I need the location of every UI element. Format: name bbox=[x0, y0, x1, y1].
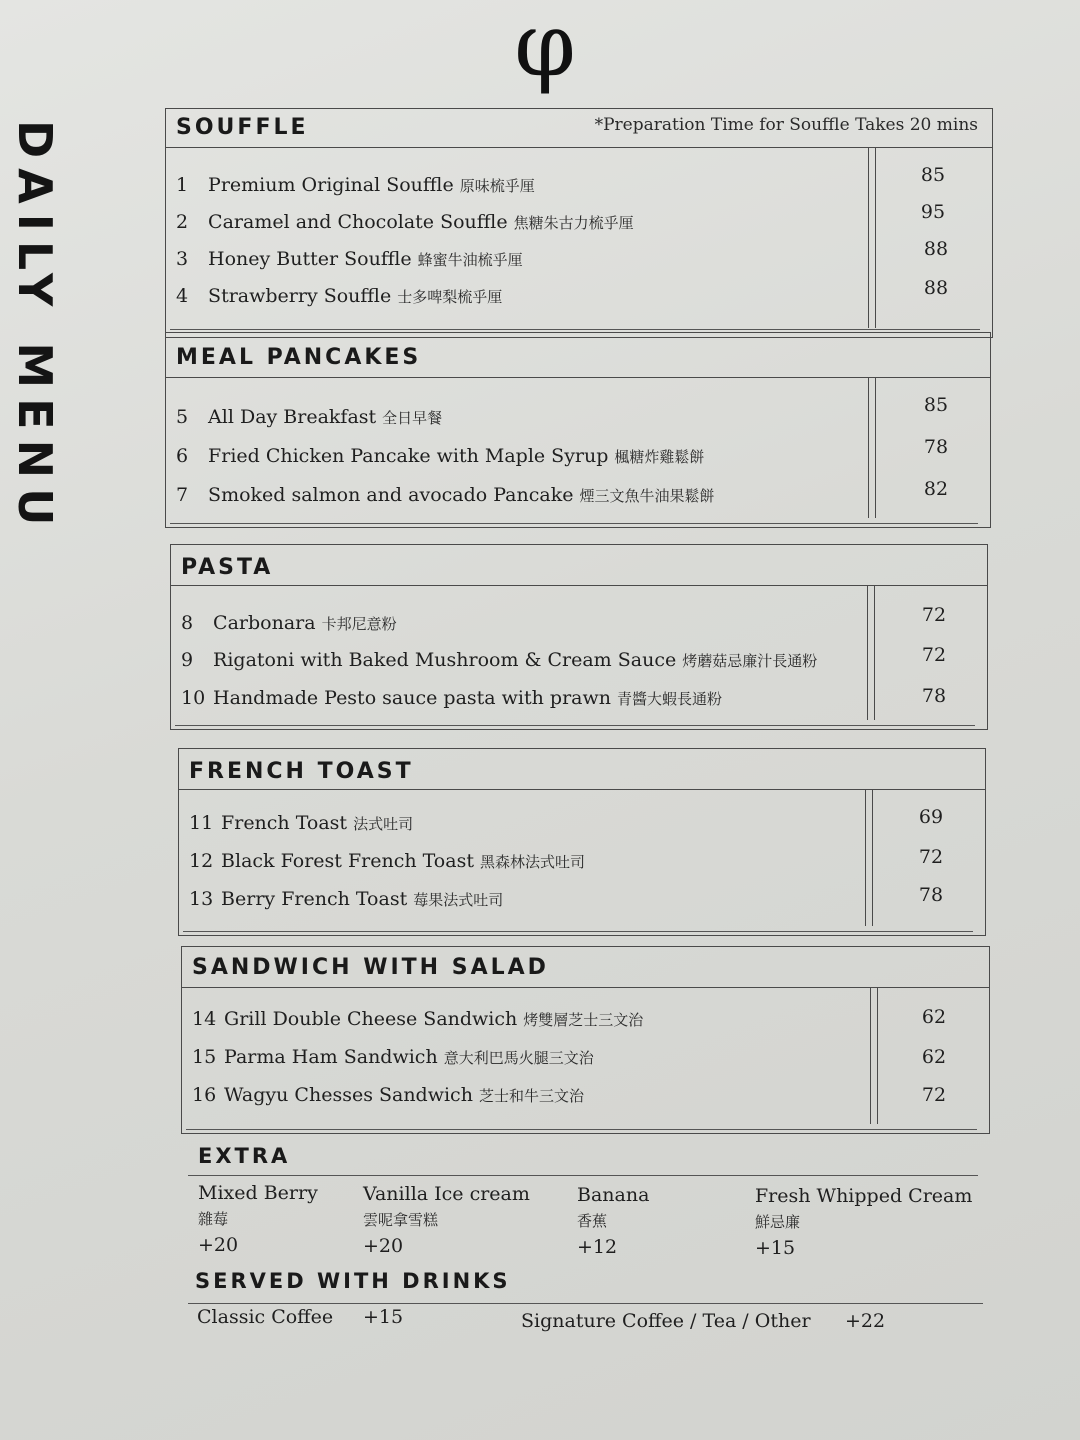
bottom-rule bbox=[170, 329, 980, 330]
item-number: 3 bbox=[176, 248, 189, 270]
drinks-title: SERVED WITH DRINKS bbox=[195, 1269, 511, 1293]
classic-coffee: Classic Coffee bbox=[197, 1306, 334, 1328]
item-number: 1 bbox=[176, 174, 189, 196]
menu-item bbox=[176, 439, 704, 473]
item-name: All Day Breakfast bbox=[208, 406, 377, 428]
menu-item bbox=[192, 1078, 584, 1112]
item-name: Carbonara bbox=[213, 612, 316, 634]
section-body bbox=[171, 586, 987, 728]
price-column-divider bbox=[867, 586, 875, 720]
item-number: 2 bbox=[176, 211, 189, 233]
item-chinese-name: 楓糖炸雞鬆餅 bbox=[614, 448, 705, 466]
section-header bbox=[171, 545, 987, 586]
item-name: French Toast bbox=[221, 812, 348, 834]
item-number: 5 bbox=[176, 406, 189, 428]
bottom-rule bbox=[170, 523, 978, 524]
extra-chinese-name: 雲呢拿雪糕 bbox=[363, 1211, 439, 1229]
menu-item bbox=[176, 478, 714, 512]
signature-drinks-price: +22 bbox=[845, 1310, 886, 1332]
menu-item bbox=[181, 681, 722, 715]
extra-item bbox=[198, 1180, 318, 1258]
item-chinese-name: 意大利巴馬火腿三文治 bbox=[443, 1049, 594, 1067]
extra-price: +12 bbox=[577, 1236, 618, 1258]
extra-title: EXTRA bbox=[198, 1144, 291, 1168]
section-body bbox=[166, 148, 992, 336]
item-name: Parma Ham Sandwich bbox=[224, 1046, 438, 1068]
item-price: 62 bbox=[921, 1046, 947, 1068]
extra-name: Vanilla Ice cream bbox=[363, 1183, 530, 1205]
item-chinese-name: 青醬大蝦長通粉 bbox=[616, 690, 722, 708]
section-header bbox=[166, 333, 990, 378]
menu-item bbox=[192, 1002, 643, 1036]
menu-item bbox=[189, 806, 413, 840]
section-body bbox=[179, 790, 985, 934]
item-number: 12 bbox=[189, 850, 214, 872]
price-column-divider bbox=[870, 988, 878, 1124]
item-name: Wagyu Chesses Sandwich bbox=[224, 1084, 473, 1106]
item-number: 13 bbox=[189, 888, 214, 910]
menu-item bbox=[176, 400, 442, 434]
menu-item bbox=[176, 168, 535, 202]
item-price: 78 bbox=[921, 685, 947, 707]
price-column-divider bbox=[868, 148, 876, 328]
section-title: PASTA bbox=[181, 555, 274, 580]
section-title: MEAL PANCAKES bbox=[176, 345, 422, 370]
item-chinese-name: 全日早餐 bbox=[382, 409, 443, 427]
item-name: Premium Original Souffle bbox=[208, 174, 454, 196]
item-chinese-name: 法式吐司 bbox=[353, 815, 414, 833]
item-chinese-name: 烤蘑菇忌廉汁長通粉 bbox=[682, 652, 818, 670]
item-name: Grill Double Cheese Sandwich bbox=[224, 1008, 518, 1030]
section-header bbox=[182, 947, 989, 988]
item-name: Honey Butter Souffle bbox=[208, 248, 412, 270]
daily-menu-title: DAILY MENU bbox=[8, 120, 62, 536]
menu-item bbox=[176, 242, 523, 276]
item-name: Handmade Pesto sauce pasta with prawn bbox=[213, 687, 611, 709]
item-name: Fried Chicken Pancake with Maple Syrup bbox=[208, 445, 609, 467]
extra-rule bbox=[188, 1175, 978, 1176]
classic-coffee-price: +15 bbox=[363, 1306, 404, 1328]
extra-item bbox=[363, 1181, 530, 1259]
section-header bbox=[166, 109, 992, 148]
item-price: 88 bbox=[923, 277, 949, 299]
item-number: 14 bbox=[192, 1008, 217, 1030]
item-number: 6 bbox=[176, 445, 189, 467]
item-number: 15 bbox=[192, 1046, 217, 1068]
extra-chinese-name: 雜莓 bbox=[198, 1210, 229, 1228]
extra-price: +20 bbox=[363, 1235, 404, 1257]
menu-item bbox=[192, 1040, 594, 1074]
item-chinese-name: 焦糖朱古力梳乎厘 bbox=[513, 214, 634, 232]
item-number: 11 bbox=[189, 812, 214, 834]
extra-price: +20 bbox=[198, 1234, 239, 1256]
item-name: Smoked salmon and avocado Pancake bbox=[208, 484, 574, 506]
sandwich-section bbox=[181, 946, 990, 1134]
item-price: 72 bbox=[918, 846, 944, 868]
item-chinese-name: 卡邦尼意粉 bbox=[321, 615, 397, 633]
menu-item bbox=[176, 279, 502, 313]
item-price: 72 bbox=[921, 644, 947, 666]
bottom-rule bbox=[183, 931, 973, 932]
item-number: 16 bbox=[192, 1084, 217, 1106]
extra-price: +15 bbox=[755, 1237, 796, 1259]
item-chinese-name: 黑森林法式吐司 bbox=[479, 853, 585, 871]
extra-item bbox=[755, 1183, 972, 1261]
item-chinese-name: 煙三文魚牛油果鬆餅 bbox=[579, 487, 715, 505]
item-name: Rigatoni with Baked Mushroom & Cream Sauce bbox=[213, 649, 677, 671]
item-price: 69 bbox=[918, 806, 944, 828]
extra-chinese-name: 香蕉 bbox=[577, 1212, 608, 1230]
item-chinese-name: 士多啤梨梳乎厘 bbox=[397, 288, 503, 306]
french-toast-section bbox=[178, 748, 986, 936]
item-number: 8 bbox=[181, 612, 194, 634]
item-name: Strawberry Souffle bbox=[208, 285, 392, 307]
item-chinese-name: 烤雙層芝士三文治 bbox=[523, 1011, 644, 1029]
bottom-rule bbox=[186, 1129, 977, 1130]
item-chinese-name: 蜂蜜牛油梳乎厘 bbox=[417, 251, 523, 269]
item-name: Black Forest French Toast bbox=[221, 850, 474, 872]
section-title: SOUFFLE bbox=[176, 115, 309, 140]
section-body bbox=[182, 988, 989, 1132]
item-name: Caramel and Chocolate Souffle bbox=[208, 211, 508, 233]
item-price: 82 bbox=[923, 478, 949, 500]
item-price: 62 bbox=[921, 1006, 947, 1028]
section-title: FRENCH TOAST bbox=[189, 759, 414, 784]
item-number: 10 bbox=[181, 687, 206, 709]
item-price: 78 bbox=[923, 436, 949, 458]
item-price: 72 bbox=[921, 604, 947, 626]
menu-item bbox=[189, 844, 585, 878]
price-column-divider bbox=[865, 790, 873, 926]
item-number: 9 bbox=[181, 649, 194, 671]
pasta-section bbox=[170, 544, 988, 730]
menu-item bbox=[181, 606, 397, 640]
price-column-divider bbox=[868, 378, 876, 518]
meal-pancakes-section bbox=[165, 332, 991, 528]
item-price: 72 bbox=[921, 1084, 947, 1106]
section-body bbox=[166, 378, 990, 526]
menu-item bbox=[176, 205, 634, 239]
extra-chinese-name: 鮮忌廉 bbox=[755, 1213, 801, 1231]
extra-item bbox=[577, 1182, 649, 1260]
item-chinese-name: 莓果法式吐司 bbox=[413, 891, 504, 909]
extra-name: Banana bbox=[577, 1184, 650, 1206]
item-price: 95 bbox=[920, 201, 946, 223]
menu-item bbox=[181, 643, 817, 677]
item-price: 85 bbox=[920, 164, 946, 186]
item-price: 85 bbox=[923, 394, 949, 416]
item-price: 88 bbox=[923, 238, 949, 260]
extra-name: Fresh Whipped Cream bbox=[755, 1185, 973, 1207]
brand-logo: φ bbox=[514, 0, 576, 96]
item-name: Berry French Toast bbox=[221, 888, 408, 910]
souffle-section bbox=[165, 108, 993, 338]
extra-name: Mixed Berry bbox=[198, 1182, 318, 1204]
item-price: 78 bbox=[918, 884, 944, 906]
section-header bbox=[179, 749, 985, 790]
signature-drinks: Signature Coffee / Tea / Other bbox=[521, 1310, 811, 1332]
item-number: 7 bbox=[176, 484, 189, 506]
section-title: SANDWICH WITH SALAD bbox=[192, 955, 549, 980]
item-chinese-name: 原味梳乎厘 bbox=[459, 177, 535, 195]
item-chinese-name: 芝士和牛三文治 bbox=[478, 1087, 584, 1105]
bottom-rule bbox=[175, 725, 975, 726]
drinks-rule bbox=[188, 1303, 983, 1304]
preparation-note: *Preparation Time for Souffle Takes 20 mins bbox=[594, 115, 978, 135]
item-number: 4 bbox=[176, 285, 189, 307]
menu-item bbox=[189, 882, 503, 916]
